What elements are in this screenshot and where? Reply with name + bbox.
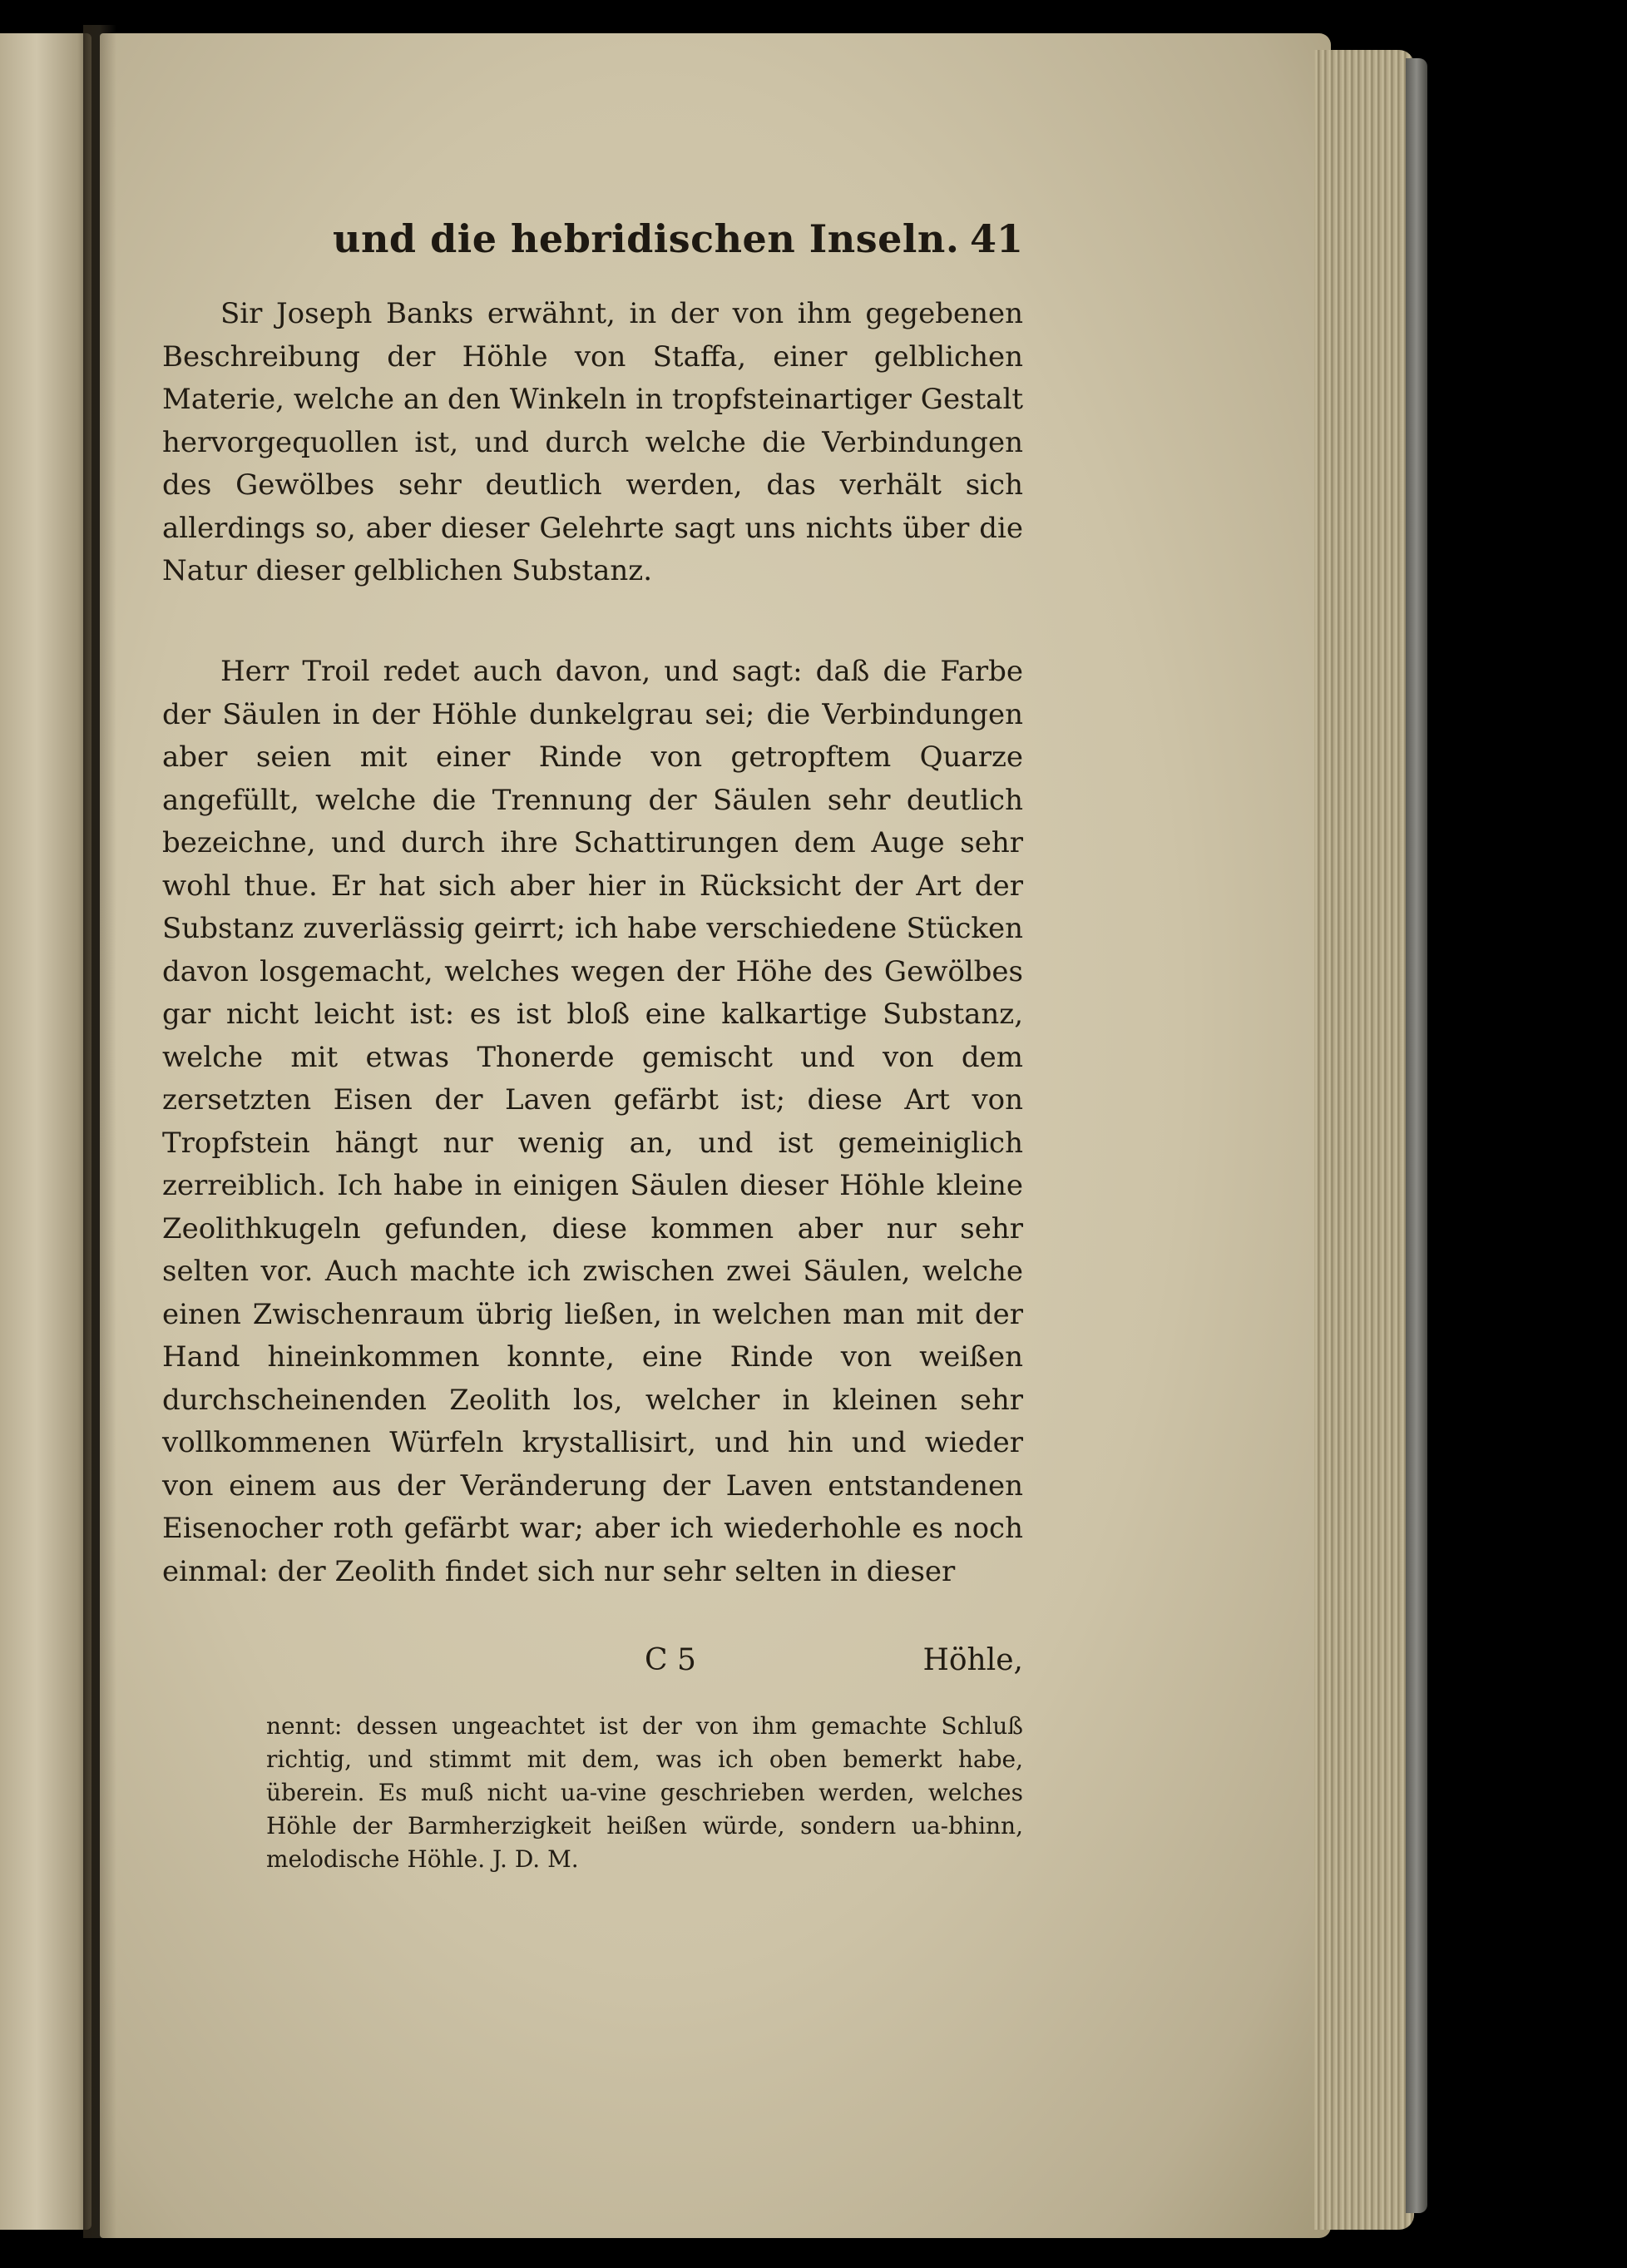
signature-line <box>162 1643 1023 1690</box>
previous-page-edge <box>0 33 91 2230</box>
paragraph-1 <box>162 293 1023 593</box>
page-fore-edge <box>1314 50 1414 2230</box>
paragraph-text: Sir Joseph Banks erwähnt, in der von ihm gegebenen Beschreibung der Höhle von Staffa, einer gelblichen Materie, welche an den Winkeln in tropfsteinartiger Gestalt hervorgequollen ist, und durch welche die Verbindungen des Gewölbes sehr deutlich werden, das verhält sich allerdings so, aber dieser Gelehrte sagt uns nichts über die Natur dieser gelblichen Substanz. <box>162 297 1023 587</box>
footnote <box>266 1710 1023 1876</box>
footnote-text: nennt: dessen ungeachtet ist der von ihm gemachte Schluß richtig, und stimmt mit dem, was ich oben bemerkt habe, überein. Es muß nicht ua-vine geschrieben werden, welches Höhle der Barmherzigkeit heißen würde, sondern ua-bhinn, melodische Höhle. J. D. M. <box>266 1712 1023 1873</box>
running-head <box>333 216 1023 275</box>
paragraph-text: Herr Troil redet auch davon, und sagt: daß die Farbe der Säulen in der Höhle dunkelgrau sei; die Verbindungen aber seien mit einer Rinde von getropftem Quarze angefüllt, welche die Trennung der Säulen sehr deutlich bezeichne, und durch ihre Schattirungen dem Auge sehr wohl thue. Er hat sich aber hier in Rücksicht der Art der Substanz zuverlässig geirrt; ich habe verschiedene Stücken davon losgemacht, welches wegen der Höhe des Gewölbes gar nicht leicht ist: es ist bloß eine kalkartige Substanz, welche mit etwas Thonerde gemischt und von dem zersetzten Eisen der Laven gefärbt ist; diese Art von Tropfstein hängt nur wenig an, und ist gemeiniglich zerreiblich. Ich habe in einigen Säulen dieser Höhle kleine Zeolithkugeln gefunden, diese kommen aber nur sehr selten vor. Auch machte ich zwischen zwei Säulen, welche einen Zwischenraum übrig ließen, in welchen man mit der Hand hineinkommen konnte, eine Rinde von weißen durchscheinenden Zeolith los, welcher in kleinen sehr vollkommenen Würfeln krystallisirt, und hin und wieder von einem aus der Veränderung der Laven entstandenen Eisenocher roth gefärbt war; aber ich wiederhohle es noch einmal: der Zeolith findet sich nur sehr selten in dieser <box>162 655 1023 1588</box>
cover-edge <box>1406 58 1427 2213</box>
paragraph-2 <box>162 651 1023 1593</box>
signature-mark: C 5 <box>645 1643 696 1677</box>
catchword: Höhle, <box>922 1643 1023 1677</box>
page-number: 41 <box>969 216 1023 261</box>
running-head-title: und die hebridischen Inseln. <box>333 216 960 261</box>
gutter-shadow <box>83 25 116 2238</box>
